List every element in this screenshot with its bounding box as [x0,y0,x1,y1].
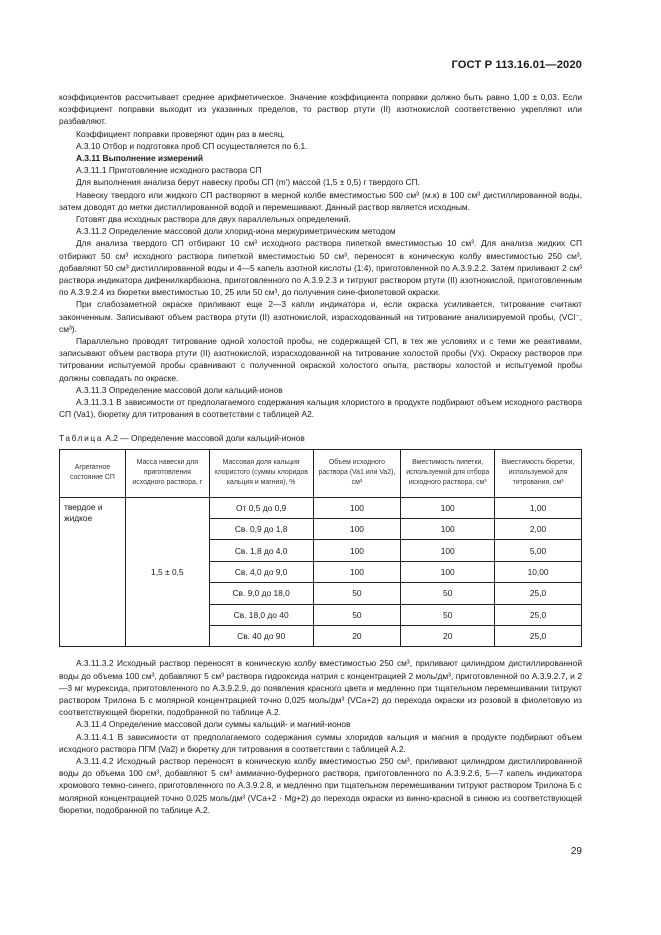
table-cell: Св. 40 до 90 [209,626,313,647]
paragraph: Готовят два исходных раствора для двух параллельных определений. [76,214,351,225]
header-pipette: Вместимость пипетки, используемой для отбора исходного раствора, см³ [401,449,495,497]
paragraph: А.3.11.2 Определение массовой доли хлорид-иона меркуриметрическим методом [76,226,396,237]
table-cell: 25,0 [495,583,582,604]
table-row [60,497,582,518]
table-cell: 25,0 [495,626,582,647]
table-cell: 100 [313,519,401,540]
table-cell: 10,00 [495,561,582,582]
table-cell: 50 [313,583,401,604]
table-cell: 50 [313,604,401,625]
table-cell: 100 [313,561,401,582]
paragraph: А.3.11.3.1 В зависимости от предполагаемого содержания кальция хлористого в продукте подбирают объем исходного раствора СП (Va1), бюретку для титрования в соответствии с таблицей А2. [59,397,582,420]
document-standard-header: ГОСТ Р 113.16.01—2020 [451,59,582,71]
paragraph: Параллельно проводят титрование одной холостой пробы, не содержащей СП, в тех же условиях и с теми же реактивами, записывают объем раствора ртути (II) азотнокислой, израсходованной на титрование холостой пробы (Vx). Окраску растворов при титровании испытуемой пробы сравнивают с полученной окраской холостого опыта, растворы холостой и испытуемой пробы должны совпадать по окраске. [59,336,582,383]
table-cell: 100 [401,519,495,540]
calcium-determination-table [59,449,582,648]
page-number: 29 [570,846,582,857]
table-cell: 100 [401,540,495,561]
table-cell: 5,00 [495,540,582,561]
table-header-row [60,449,582,497]
table-caption-prefix: Таблица [59,433,104,444]
table-cell: Св. 18,0 до 40 [209,604,313,625]
paragraph: А.3.10 Отбор и подготовка проб СП осуществляется по 6.1. [76,140,308,151]
cell-mass: 1,5 ± 0,5 [125,497,209,647]
table-cell: Св. 4,0 до 9,0 [209,561,313,582]
table-cell: 2,00 [495,519,582,540]
header-fraction: Массовая доля кальция хлористого (суммы хлоридов кальция и магния), % [209,449,313,497]
paragraph: А.3.11.1 Приготовление исходного раствора СП [76,165,262,176]
header-volume: Объем исходного раствора (Va1 или Va2), см³ [313,449,401,497]
paragraph: А.3.11.4.2 Исходный раствор переносят в коническую колбу вместимостью 250 см³, приливают цилиндром дистиллированной воды до объема 100 см³, добавляют 5 см³ аммиачно-буферного раствора, приготовленного по А.3.9.2.6, 5—7 капель индикатора хромового темно-синего, приготовленного по А.3.9.2.8, и медленно при тщательном перемешивании титруют раствором Трилона Б с молярной концентрацией точно 0,025 моль/дм³ (VCa+2 · Mg+2) до перехода окраски из винно-красной в синюю из соответствующей бюретки, подобранной по таблице А.2. [59,756,582,815]
table-cell: 20 [313,626,401,647]
paragraph: Для выполнения анализа берут навеску пробы СП (m') массой (1,5 ± 0,5) г твердого СП. [76,177,420,188]
paragraph: Коэффициент поправки проверяют один раз в месяц. [76,128,285,139]
table-cell: Св. 9,0 до 18,0 [209,583,313,604]
table-cell: 25,0 [495,604,582,625]
paragraph: А.3.11.3 Определение массовой доли кальций-ионов [76,384,283,395]
paragraph: А.3.11 Выполнение измерений [76,153,204,164]
table-cell: 50 [401,583,495,604]
table-cell: Св. 1,8 до 4,0 [209,540,313,561]
table-caption [59,432,582,444]
header-mass: Масса навески для приготовления исходного раствора, г [125,449,209,497]
table-cell: 1,00 [495,497,582,518]
header-burette: Вместимость бюретки, используемой для титрования, см³ [495,449,582,497]
table-cell: От 0,5 до 0,9 [209,497,313,518]
table-cell: 100 [313,540,401,561]
table-cell: Св. 0,9 до 1,8 [209,519,313,540]
header-state: Агрегатное состояние СП [60,449,126,497]
table-cell: 100 [401,497,495,518]
table-body [60,497,582,647]
paragraph: А.3.11.4 Определение массовой доли суммы кальций- и магний-ионов [76,719,351,730]
paragraph: А.3.11.4.1 В зависимости от предполагаемого содержания суммы хлоридов кальция и магния в продукте подбирают объем исходного раствора ПГМ (Va2) и бюретку для титрования в соответствии с таблицей А.2. [59,731,582,754]
paragraph: При слабозаметной окраске приливают еще 2—3 капли индикатора и, если окраска усиливается, титрование считают законченным. Записывают объем раствора ртути (II) азотнокислой, израсходованный на титрование анализируемой пробы, (VCl⁻, см³). [59,299,582,334]
paragraph: Навеску твердого или жидкого СП растворяют в мерной колбе вместимостью 500 см³ (м.к) в 100 см³ дистиллированной воды, затем доводят до метки дистиллированной водой и перемешивают. Данный раствор является исходным. [59,189,582,212]
paragraphs-top [59,91,582,420]
paragraph: коэффициентов рассчитывает среднее арифметическое. Значение коэффициента поправки должно быть равно 1,00 ± 0,03. Если коэффициент поправки выходит из указанных пределов, то раствор ртути (II) азотнокислой соответственно укрепляют или разбавляют. [59,92,582,127]
cell-state: твердое и жидкое [60,497,126,647]
table-cell: 20 [401,626,495,647]
paragraph: Для анализа твердого СП отбирают 10 см³ исходного раствора пипеткой вместимостью 10 см³. Для анализа жидких СП отбирают 50 см³ исходного раствора пипеткой вместимостью 50 см³, переносят в коническую колбу вместимостью 250 см³, добавляют 50 см³ дистиллированной воды и 4—5 капель азотной кислоты (1:4), приготовленной по А.3.9.2.2. Затем приливают 2 см³ раствора индикатора дифенилкарбазона, приготовленного по А.3.9.2.3 и титруют раствором ртути (II) азотнокислой, приготовленным по А.3.9.2.4 из бюретки вместимостью 10, 25 или 50 см³, до получения сине-фиолетовой окраски. [59,238,582,298]
paragraphs-bottom [59,657,582,816]
table-caption-title: А.2 — Определение массовой доли кальций-ионов [103,433,305,444]
table-cell: 100 [401,561,495,582]
table-cell: 50 [401,604,495,625]
document-body [59,91,582,816]
table-cell: 100 [313,497,401,518]
paragraph: А.3.11.3.2 Исходный раствор переносят в коническую колбу вместимостью 250 см³, приливают цилиндром дистиллированной воды до объема 100 см³, добавляют 5 см³ раствора гидроксида натрия с концентрацией 2 моль/дм³, приготовленной по А.3.9.2.7, и 2—3 мг мурексида, приготовленного по А.3.9.2.9, до появления красного цвета и медленно при тщательном перемешивании титруют раствором Трилона Б с молярной концентрацией точно 0,025 моль/дм³ (VCa+2) до перехода окраски из розовой в фиолетовую из соответствующей бюретки, подобранной по таблице А.2. [59,658,582,718]
